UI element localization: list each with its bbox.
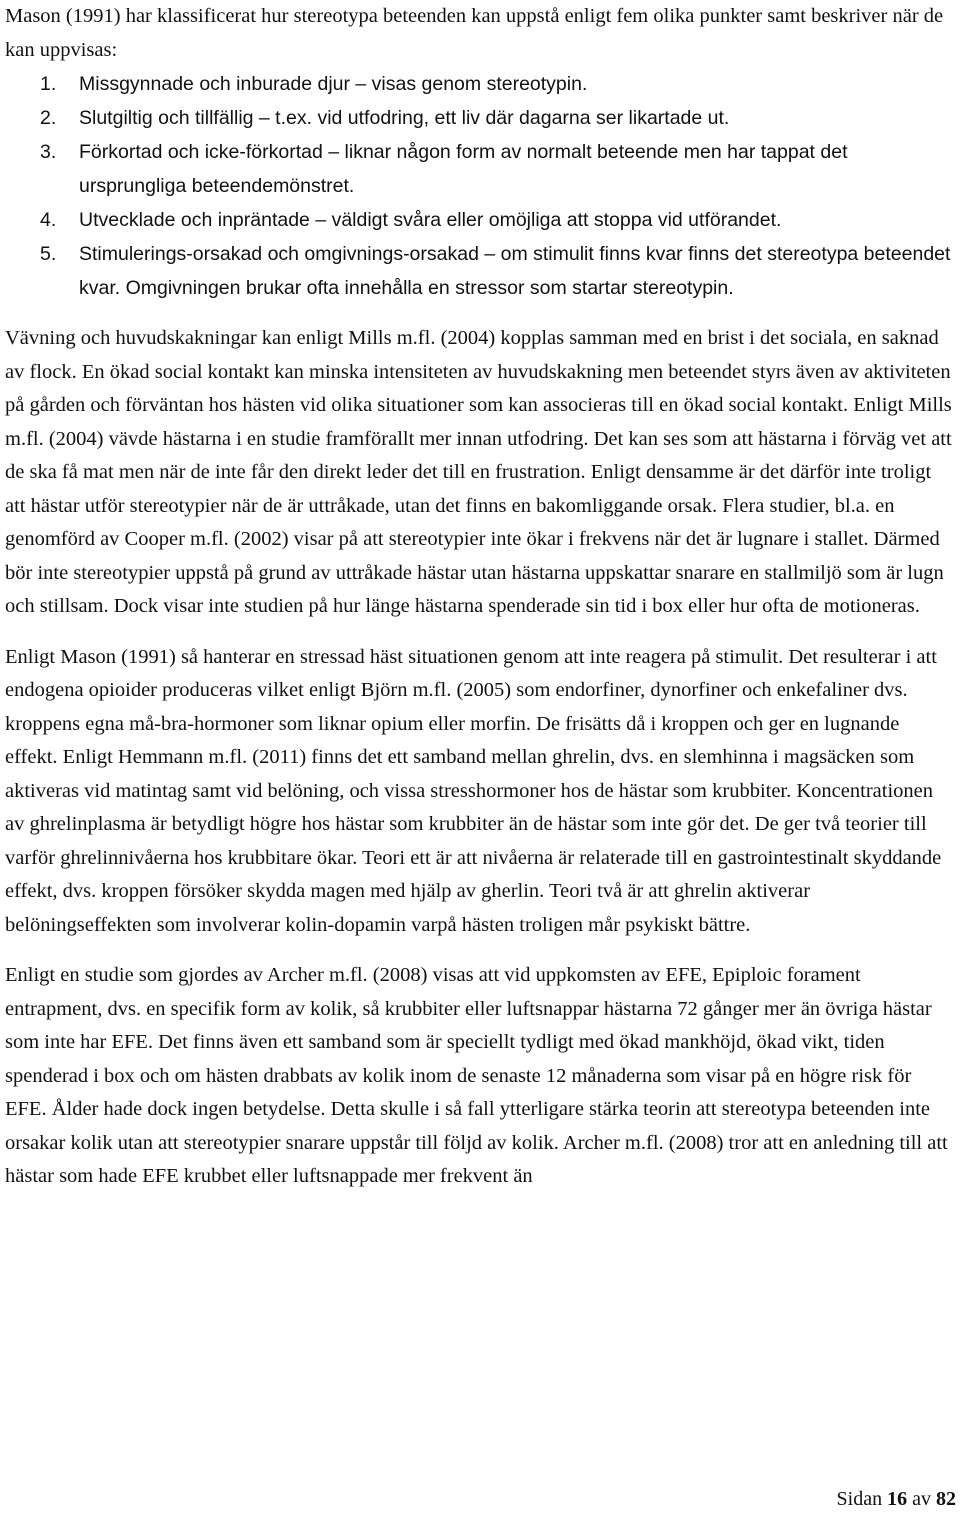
list-item-text: Förkortad och icke-förkortad – liknar någon form av normalt beteende men har tappat det ursprungliga beteendemönstret. [79,141,848,197]
list-item [5,101,955,135]
body-paragraph: Enligt en studie som gjordes av Archer m.fl. (2008) visas att vid uppkomsten av EFE, Epiploic forament entrapment, dvs. en specifik form av kolik, så krubbiter eller luftsnappar hästarna 72 gånger mer än övriga hästar som inte har EFE. Det finns även ett samband som är speciellt tydligt med ökad mankhöjd, ökad vikt, tiden spenderad i box och om hästen drabbats av kolik inom de senaste 12 månaderna som visar på en högre risk för EFE. Ålder hade dock ingen betydelse. Detta skulle i så fall ytterligare stärka teorin att stereotypa beteenden inte orsakar kolik utan att stereotypier snarare uppstår till följd av kolik. Archer m.fl. (2008) tror att en anledning till att hästar som hade EFE krubbet eller luftsnappade mer frekvent än [5,964,948,1187]
page-footer [837,1486,956,1512]
list-item [5,237,955,305]
list-item-text: Slutgiltig och tillfällig – t.ex. vid utfodring, ett liv där dagarna ser likartade ut. [79,107,730,129]
document-page [5,0,955,1194]
body-paragraph: Enligt Mason (1991) så hanterar en stressad häst situationen genom att inte reagera på stimulit. Det resulterar i att endogena opioider produceras vilket enligt Björn m.fl. (2005) som endorfiner, dynorfiner och enkefaliner dvs. kroppens egna må-bra-hormoner som liknar opium eller morfin. De frisätts då i kroppen och ger en lugnande effekt. Enligt Hemmann m.fl. (2011) finns det ett samband mellan ghrelin, dvs. en slemhinna i magsäcken som aktiveras vid matintag samt vid belöning, och vissa stresshormoner hos de hästar som krubbiter. Koncentrationen av ghrelinplasma är betydligt högre hos hästar som krubbiter än de hästar som inte gör det. De ger två teorier till varför ghrelinnivåerna hos krubbitare ökar. Teori ett är att nivåerna är relaterade till en gastrointestinalt skyddande effekt, dvs. kroppen försöker skydda magen med hjälp av gherlin. Teori två är att ghrelin aktiverar belöningseffekten som involverar kolin-dopamin varpå hästen troligen mår psykiskt bättre. [5,645,942,936]
list-number: 2. [40,107,57,129]
body-paragraph: Vävning och huvudskakningar kan enligt Mills m.fl. (2004) kopplas samman med en brist i det sociala, en saknad av flock. En ökad social kontakt kan minska intensiteten av huvudskakning men beteendet styrs även av aktiviteten på gården och förväntan hos hästen vid olika situationer som kan associeras till en ökad social kontakt. Enligt Mills m.fl. (2004) vävde hästarna i en studie framförallt mer innan utfodring. Det kan ses som att hästarna i förväg vet att de ska få mat men när de inte får den direkt leder det till en frustration. Enligt densamme är det därför inte troligt att hästar utför stereotypier när de är uttråkade, utan det finns en bakomliggande orsak. Flera studier, bl.a. en genomförd av Cooper m.fl. (2002) visar på att stereotypier inte ökar i frekvens när det är lugnare i stallet. Därmed bör inte stereotypier uppstå på grund av uttråkade hästar utan hästarna uppskattar snarare en stallmiljö som är lugn och stillsam. Dock visar inte studien på hur länge hästarna spenderade sin tid i box eller hur ofta de motioneras. [5,327,952,617]
list-item-text: Utvecklade och inpräntade – väldigt svåra eller omöjliga att stoppa vid utförandet. [79,209,782,231]
list-number: 5. [40,243,57,265]
list-number: 3. [40,141,57,163]
footer-page-number: 16 [887,1488,908,1510]
list-number: 1. [40,73,57,95]
numbered-list [5,67,955,305]
list-item [5,67,955,101]
footer-prefix: Sidan [836,1488,883,1510]
footer-page-total: 82 [936,1488,956,1510]
list-item-text: Missgynnade och inburade djur – visas genom stereotypin. [79,73,588,95]
list-number: 4. [40,209,57,231]
list-item-text: Stimulerings-orsakad och omgivnings-orsakad – om stimulit finns kvar finns det stereotypa beteendet kvar. Omgivningen brukar ofta innehålla en stressor som startar stereotypin. [79,243,951,299]
list-item [5,135,955,203]
list-item [5,203,955,237]
intro-paragraph: Mason (1991) har klassificerat hur stereotypa beteenden kan uppstå enligt fem olika punkter samt beskriver när de kan uppvisas: [5,5,944,61]
footer-separator: av [912,1488,931,1510]
